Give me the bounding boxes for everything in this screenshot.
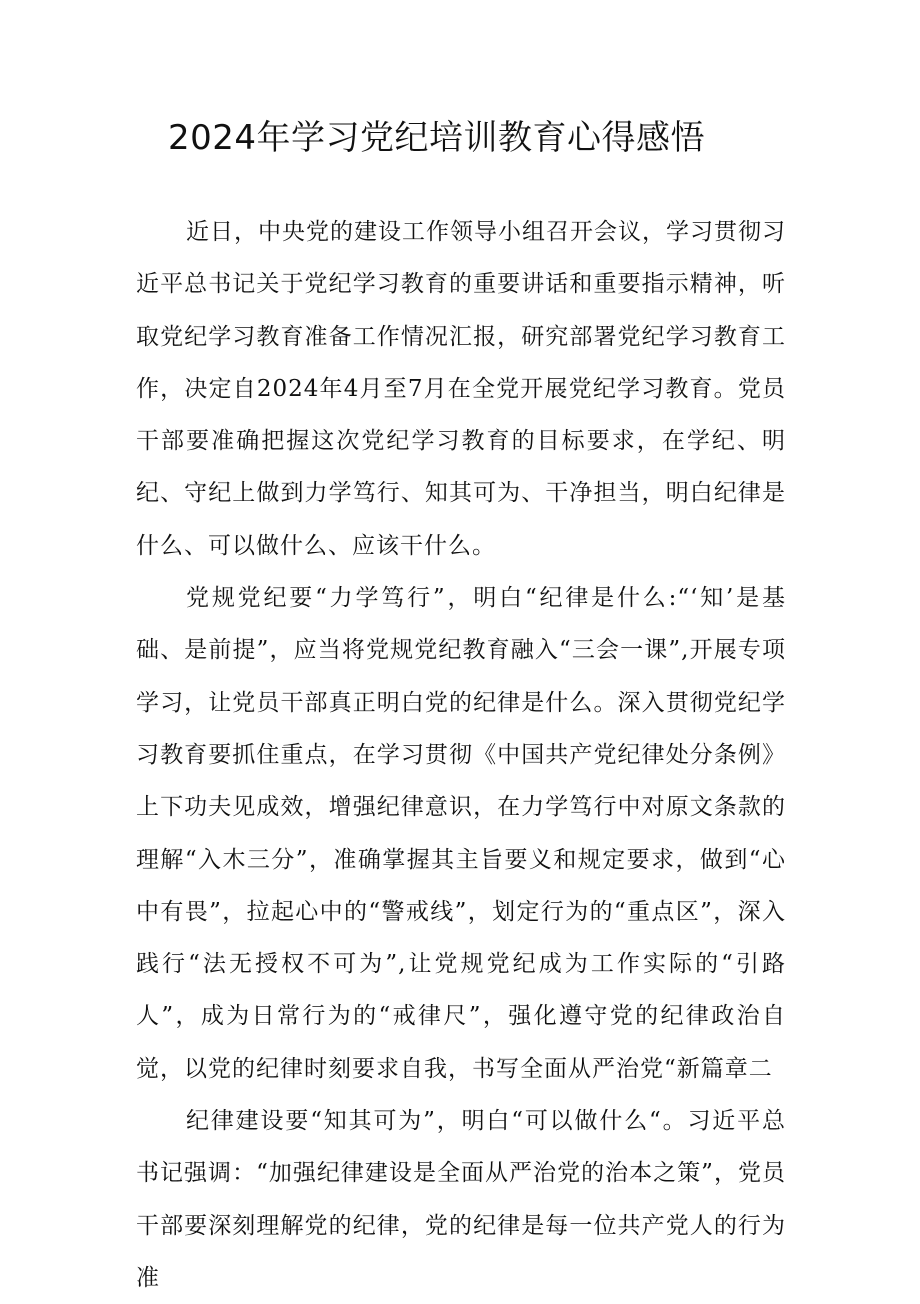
paragraph-party-rules: 党规党纪要“力学笃行”，明白“纪律是什么:“‘知’是基础、是前提”，应当将党规党纪教育融入“三会一课”,开展专项学习，让党员干部真正明白党的纪律是什么。深入贯彻党纪学习教育要抓住重点，在学习贯彻《中国共产党纪律处分条例》上下功夫见成效，增强纪律意识，在力学笃行中对原文条款的理解“入木三分”，准确掌握其主旨要义和规定要求，做到“心中有畏”，拉起心中的“警戒线”，划定行为的“重点区”，深入践行“法无授权不可为”,让党规党纪成为工作实际的“引路人”，成为日常行为的“戒律尺”，强化遵守党的纪律政治自觉，以党的纪律时刻要求自我，书写全面从严治党“新篇章二: [136, 585, 786, 1082]
document-title: 2024年学习党纪培训教育心得感悟: [168, 118, 706, 158]
paragraph-discipline-building: 纪律建设要“知其可为”，明白“可以做什么“。习近平总书记强调：“加强纪律建设是全面从严治党的治本之策”，党员干部要深刻理解党的纪律，党的纪律是每一位共产党人的行为准: [136, 1108, 786, 1291]
paragraph-intro: 近日，中央党的建设工作领导小组召开会议，学习贯彻习近平总书记关于党纪学习教育的重要讲话和重要指示精神，听取党纪学习教育准备工作情况汇报，研究部署党纪学习教育工作，决定自2024年4月至7月在全党开展党纪学习教育。党员干部要准确把握这次党纪学习教育的目标要求，在学纪、明纪、守纪上做到力学笃行、知其可为、干净担当，明白纪律是什么、可以做什么、应该干什么。: [136, 219, 786, 559]
document-body: [136, 206, 786, 1304]
